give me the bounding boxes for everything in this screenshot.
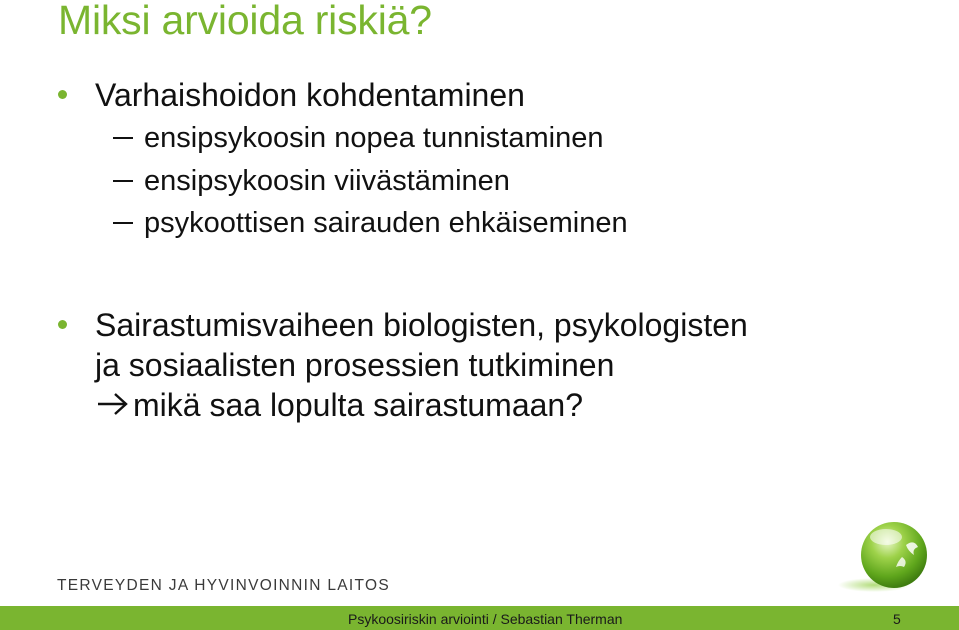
right-arrow-icon <box>95 389 133 419</box>
dash-icon <box>113 180 133 182</box>
bullet-text: Varhaishoidon kohdentaminen <box>95 77 525 113</box>
bullet-dot-icon <box>58 90 67 99</box>
bullet-continuation-1: ja sosiaalisten prosessien tutkiminen <box>95 347 615 383</box>
slide-title: Miksi arvioida riskiä? <box>58 0 432 43</box>
continuation-text: mikä saa lopulta sairastumaan? <box>133 387 584 423</box>
subbullet-text: psykoottisen sairauden ehkäiseminen <box>144 207 628 239</box>
subbullet-text: ensipsykoosin nopea tunnistaminen <box>144 122 604 154</box>
bullet-dot-icon <box>58 320 67 329</box>
subbullet-text: ensipsykoosin viivästäminen <box>144 165 510 197</box>
page-number: 5 <box>893 611 901 627</box>
bullet-text: Sairastumisvaiheen biologisten, psykologisten <box>95 307 748 343</box>
dash-icon <box>113 137 133 139</box>
organization-name: TERVEYDEN JA HYVINVOINNIN LAITOS <box>57 577 391 594</box>
dash-icon <box>113 222 133 224</box>
footer-caption: Psykoosiriskin arviointi / Sebastian Therman <box>348 611 623 627</box>
green-orb-logo-icon <box>836 515 936 597</box>
bullet-continuation-2 <box>95 386 583 424</box>
